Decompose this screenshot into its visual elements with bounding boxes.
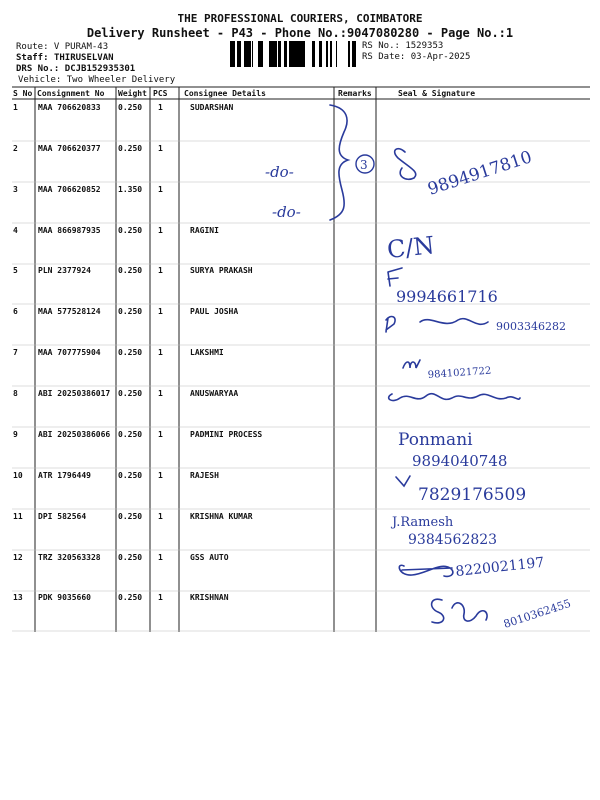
row-consignment-no: PDK 9035660 <box>38 593 91 602</box>
row-sno: 6 <box>13 307 18 316</box>
ditto-mark-row3: -do- <box>272 203 301 221</box>
row-pcs: 1 <box>158 553 163 562</box>
row-weight: 1.350 <box>118 185 143 194</box>
row-consignee: PAUL JOSHA <box>190 307 239 316</box>
phone-note-row13: 8010362455 <box>501 596 573 631</box>
row-weight: 0.250 <box>118 103 143 112</box>
row-consignee: SUDARSHAN <box>190 103 234 112</box>
row-pcs: 1 <box>158 103 163 112</box>
phone-note-row5: 9994661716 <box>396 287 498 306</box>
name-note-row9: Ponmani <box>398 430 473 450</box>
row-weight: 0.250 <box>118 512 143 521</box>
row-sno: 3 <box>13 185 18 194</box>
row-consignment-no: MAA 707775904 <box>38 348 101 357</box>
row-sno: 12 <box>13 553 23 562</box>
row-consignee: GSS AUTO <box>190 553 229 562</box>
row-consignment-no: PLN 2377924 <box>38 266 91 275</box>
row-pcs: 1 <box>158 266 163 275</box>
row-sno: 4 <box>13 226 18 235</box>
phone-note-row7: 9841021722 <box>427 365 492 381</box>
ditto-mark-row2: -do- <box>265 163 294 181</box>
row-sno: 13 <box>13 593 23 602</box>
row-consignee: RAJESH <box>190 471 219 480</box>
row-sno: 9 <box>13 430 18 439</box>
rs-number: RS No.: 1529353 <box>362 41 444 51</box>
row-pcs: 1 <box>158 307 163 316</box>
runsheet-subtitle: Delivery Runsheet - P43 - Phone No.:9047080280 - Page No.:1 <box>86 26 514 40</box>
row-consignee: PADMINI PROCESS <box>190 430 263 439</box>
phone-note-row6: 9003346282 <box>496 320 566 333</box>
parcel-count-note: 3 <box>360 158 368 172</box>
col-weight-header: Weight <box>118 89 147 98</box>
name-note-row11: J.Ramesh <box>392 515 454 530</box>
col-seal-header: Seal & Signature <box>398 89 476 98</box>
rs-date: RS Date: 03-Apr-2025 <box>362 52 471 62</box>
row-weight: 0.250 <box>118 593 143 602</box>
row-consignment-no: MAA 706620852 <box>38 185 101 194</box>
row-consignee: ANUSWARYAA <box>190 389 239 398</box>
row-sno: 11 <box>13 512 23 521</box>
drs-number: DCJB152935301 <box>64 64 136 74</box>
phone-note-row1: 9894917810 <box>425 147 535 200</box>
row-pcs: 1 <box>158 471 163 480</box>
row-consignee: KRISHNAN <box>190 593 229 602</box>
phone-note-row12: 8220021197 <box>454 554 546 580</box>
row-consignment-no: ABI 20250386066 <box>38 430 111 439</box>
company-title: THE PROFESSIONAL COURIERS, COIMBATORE <box>177 12 423 25</box>
cn-note-row4: C/N <box>385 231 436 264</box>
row-weight: 0.250 <box>118 430 143 439</box>
row-sno: 8 <box>13 389 18 398</box>
row-consignee: SURYA PRAKASH <box>190 266 253 275</box>
phone-note-row10: 7829176509 <box>418 485 527 505</box>
row-consignee: KRISHNA KUMAR <box>190 512 253 521</box>
row-consignment-no: TRZ 320563328 <box>38 553 101 562</box>
row-consignment-no: MAA 577528124 <box>38 307 101 316</box>
row-consignment-no: DPI 582564 <box>38 512 87 521</box>
row-sno: 1 <box>13 103 18 112</box>
row-weight: 0.250 <box>118 266 143 275</box>
row-consignment-no: ABI 20250386017 <box>38 389 111 398</box>
row-consignment-no: MAA 706620833 <box>38 103 101 112</box>
col-sno-header: S No <box>13 89 33 98</box>
phone-note-row9: 9894040748 <box>412 452 508 470</box>
row-pcs: 1 <box>158 389 163 398</box>
row-weight: 0.250 <box>118 226 143 235</box>
col-pcs-header: PCS <box>153 89 168 98</box>
drs-label: DRS No.: <box>16 64 60 74</box>
staff-name: THIRUSELVAN <box>53 53 114 63</box>
row-weight: 0.250 <box>118 348 143 357</box>
row-pcs: 1 <box>158 185 163 194</box>
vehicle-text: Vehicle: Two Wheeler Delivery <box>18 75 176 85</box>
row-pcs: 1 <box>158 430 163 439</box>
row-consignment-no: ATR 1796449 <box>38 471 91 480</box>
row-weight: 0.250 <box>118 471 143 480</box>
col-remarks-header: Remarks <box>338 89 372 98</box>
row-sno: 7 <box>13 348 18 357</box>
row-weight: 0.250 <box>118 144 143 153</box>
row-weight: 0.250 <box>118 553 143 562</box>
row-weight: 0.250 <box>118 307 143 316</box>
row-consignee: LAKSHMI <box>190 348 224 357</box>
row-consignee: RAGINI <box>190 226 219 235</box>
row-weight: 0.250 <box>118 389 143 398</box>
row-sno: 2 <box>13 144 18 153</box>
row-pcs: 1 <box>158 226 163 235</box>
phone-note-row11: 9384562823 <box>408 532 498 548</box>
route-text: Route: V PURAM-43 <box>16 42 109 52</box>
col-consignment-header: Consignment No <box>37 89 105 98</box>
row-pcs: 1 <box>158 512 163 521</box>
col-consignee-header: Consignee Details <box>184 89 266 98</box>
row-sno: 5 <box>13 266 18 275</box>
staff-label: Staff: <box>16 53 49 63</box>
row-pcs: 1 <box>158 144 163 153</box>
row-consignment-no: MAA 866987935 <box>38 226 101 235</box>
row-pcs: 1 <box>158 593 163 602</box>
row-consignment-no: MAA 706620377 <box>38 144 101 153</box>
row-sno: 10 <box>13 471 23 480</box>
row-pcs: 1 <box>158 348 163 357</box>
